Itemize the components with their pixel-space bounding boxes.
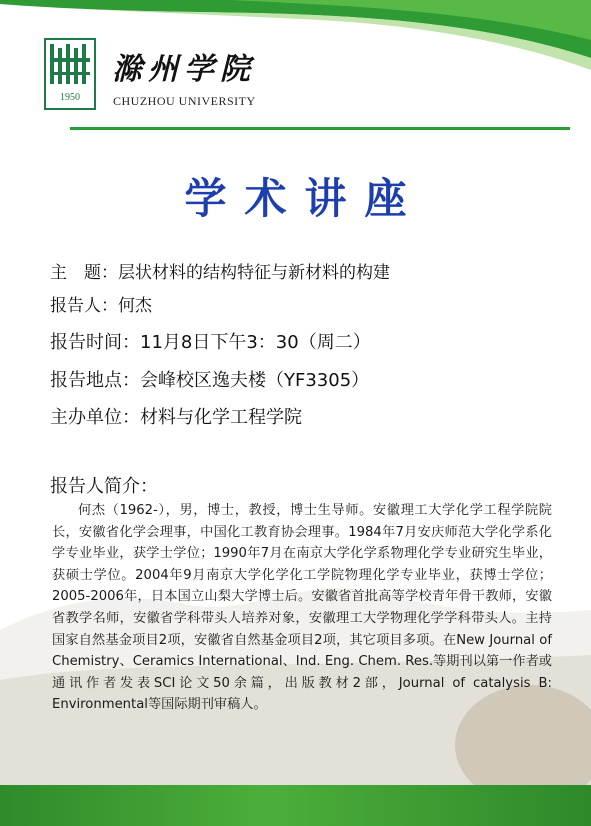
bottom-green-bar — [0, 785, 591, 826]
bio-text: 何杰（1962-），男，博士，教授，博士生导师。安徽理工大学化学工程学院院长，安徽省化学会理事，中国化工教育协会理事。1984年7月安庆师范大学化学系化学专业毕业，获学士学位；1990年7月在南京大学化学系物理化学专业研究生毕业，获硕士学位。2004年9月南京大学化学化工学院物理化学专业毕业，获博士学位；2005-2006年，日本国立山梨大学博士后。安徽省首批高等学校青年骨干教师，安徽省教学名师，安徽省学科带头人培养对象，安徽理工大学物理化学学科带头人。主持国家自然基金项目2项，安徽省自然基金项目2项，其它项目多项。在New Journal of Chemistry、Ceramics International、Ind. Eng. Chem. Res.等期刊以第一作者或通讯作者发表SCI论文50余篇，出版教材2部，Journal of catalysis B: Environmental等国际期刊审稿人。 — [52, 503, 552, 713]
brand-name-cn: 滁州学院 — [112, 52, 256, 87]
bio-heading: 报告人简介： — [50, 476, 158, 497]
header-divider — [70, 127, 570, 130]
page-title: 学术讲座 — [184, 174, 425, 223]
place-line: 报告地点：会峰校区逸夫楼（YF3305） — [50, 370, 370, 391]
brand-name-en: CHUZHOU UNIVERSITY — [113, 94, 256, 108]
university-logo-icon — [44, 38, 96, 110]
topic-line: 主 题：层状材料的结构特征与新材料的构建 — [50, 263, 390, 283]
speaker-line: 报告人：何杰 — [50, 296, 152, 316]
logo-year: 1950 — [60, 92, 80, 103]
host-line: 主办单位：材料与化学工程学院 — [50, 407, 302, 428]
time-line: 报告时间：11月8日下午3：30（周二） — [50, 332, 371, 353]
